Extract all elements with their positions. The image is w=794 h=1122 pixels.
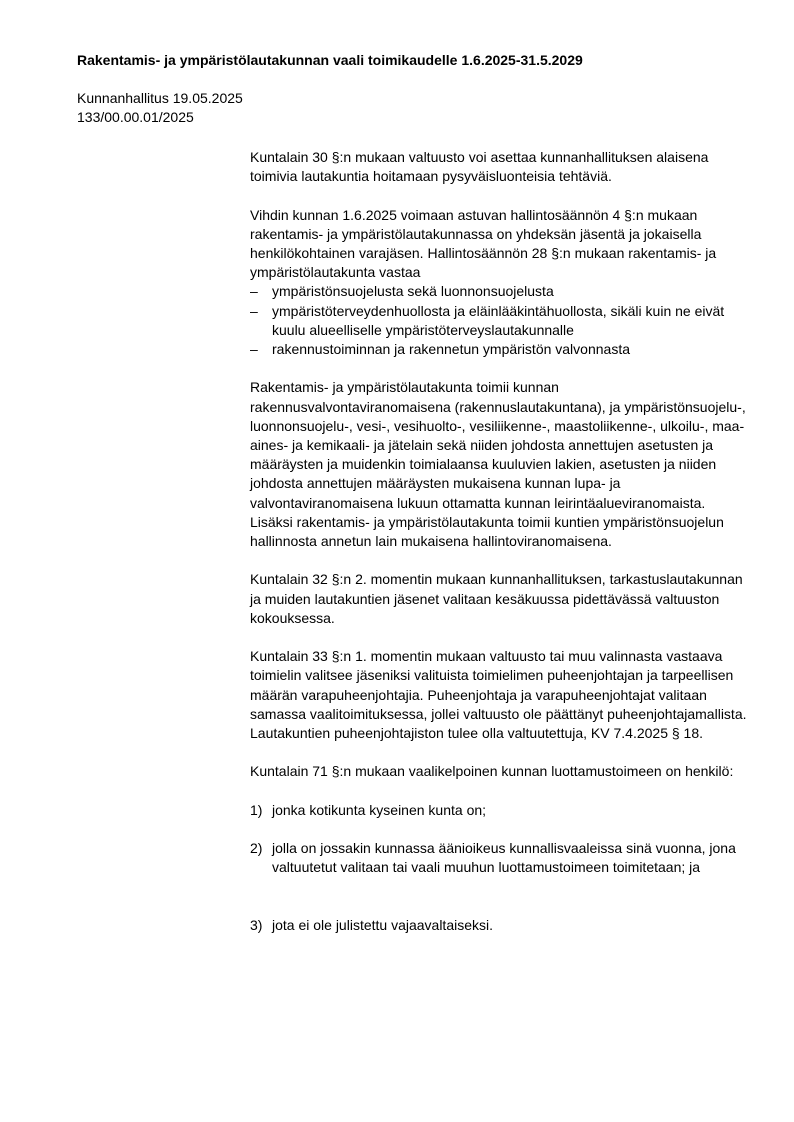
document-meta xyxy=(77,89,243,127)
paragraph-5: Kuntalain 33 §:n 1. momentin mukaan valtuusto tai muu valinnasta vastaava toimielin valitsee jäseniksi valituista toimielimen puheenjohtajan ja tarpeellisen määrän varapuheenjohtajia. Puheenjohtaja ja varapuheenjohtajat valitaan samassa vaalitoimituksessa, jollei valtuusto ole päättänyt puheenjohtajamallista. Lautakuntien puheenjohtajiston tulee olla valtuutettuja, KV 7.4.2025 § 18. xyxy=(250,648,747,742)
list-item-text: jonka kotikunta kyseinen kunta on; xyxy=(272,801,487,818)
list-item-text: jota ei ole julistettu vajaavaltaiseksi. xyxy=(272,917,494,933)
paragraph-6: Kuntalain 71 §:n mukaan vaalikelpoinen kunnan luottamustoimeen on henkilö: xyxy=(250,763,734,780)
number-marker: 1) xyxy=(250,801,263,818)
list-item-text: jolla on jossakin kunnassa äänioikeus kunnallisvaaleissa sinä vuonna, jona valtuutetut valitaan tai vaali muuhun luottamustoimeen toimitetaan; ja xyxy=(272,840,736,876)
meeting-body-date: Kunnanhallitus 19.05.2025 xyxy=(77,90,243,106)
number-marker: 3) xyxy=(250,917,263,933)
list-item-text: rakennustoiminnan ja rakennetun ympäristön valvonnasta xyxy=(272,341,630,358)
list-item-text: ympäristönsuojelusta sekä luonnonsuojelusta xyxy=(272,283,554,300)
list-item xyxy=(250,302,750,340)
reference-number: 133/00.00.01/2025 xyxy=(77,109,194,125)
dash-marker: – xyxy=(250,302,258,319)
document-body xyxy=(250,148,750,954)
eligibility-list xyxy=(250,801,750,935)
document-title: Rakentamis- ja ympäristölautakunnan vaali toimikaudelle 1.6.2025-31.5.2029 xyxy=(77,52,583,68)
paragraph-1: Kuntalain 30 §:n mukaan valtuusto voi asettaa kunnanhallituksen alaisena toimivia lautakuntia hoitamaan pysyväisluonteisia tehtäviä. xyxy=(250,149,709,185)
list-item xyxy=(250,839,750,877)
dash-marker: – xyxy=(250,283,258,300)
paragraph-2: Vihdin kunnan 1.6.2025 voimaan astuvan hallintosäännön 4 §:n mukaan rakentamis- ja ympäristölautakunnassa on yhdeksän jäsentä ja jokaisella henkilökohtainen varajäsen. Hallintosäännön 28 §:n mukaan rakentamis- ja ympäristölautakunta vastaa xyxy=(250,206,717,281)
list-item xyxy=(250,916,750,935)
list-item-text: ympäristöterveydenhuollosta ja eläinlääkintähuollosta, sikäli kuin ne eivät kuulu alueelliselle ympäristöterveyslautakunnalle xyxy=(272,302,725,338)
number-marker: 2) xyxy=(250,840,263,857)
list-item xyxy=(250,282,750,301)
paragraph-3: Rakentamis- ja ympäristölautakunta toimii kunnan rakennusvalvontaviranomaisena (rakennuslautakuntana), ja ympäristönsuojelu-, luonnonsuojelu-, vesi-, vesihuolto-, vesiliikenne-, maastoliikenne-, ulkoilu-, maa-aines- ja kemikaali- ja jätelain sekä niiden johdosta annettujen asetusten ja määräysten ja muidenkin toimialaansa kuuluvien lakien, asetusten ja niiden johdosta annettujen määräysten mukaisena kunnan lupa- ja valvontaviranomaisena lukuun ottamatta kunnan leirintäalueviranomaista. Lisäksi rakentamis- ja ympäristölautakunta toimii kuntien ympäristönsuojelun hallinnosta annetun lain mukaisena hallintoviranomaisena. xyxy=(250,379,746,550)
paragraph-4: Kuntalain 32 §:n 2. momentin mukaan kunnanhallituksen, tarkastuslautakunnan ja muiden lautakuntien jäsenet valitaan kesäkuussa pidettävässä valtuuston kokouksessa. xyxy=(250,571,743,626)
responsibility-list xyxy=(250,282,750,359)
dash-marker: – xyxy=(250,341,258,358)
list-item xyxy=(250,340,750,359)
list-item xyxy=(250,801,750,820)
